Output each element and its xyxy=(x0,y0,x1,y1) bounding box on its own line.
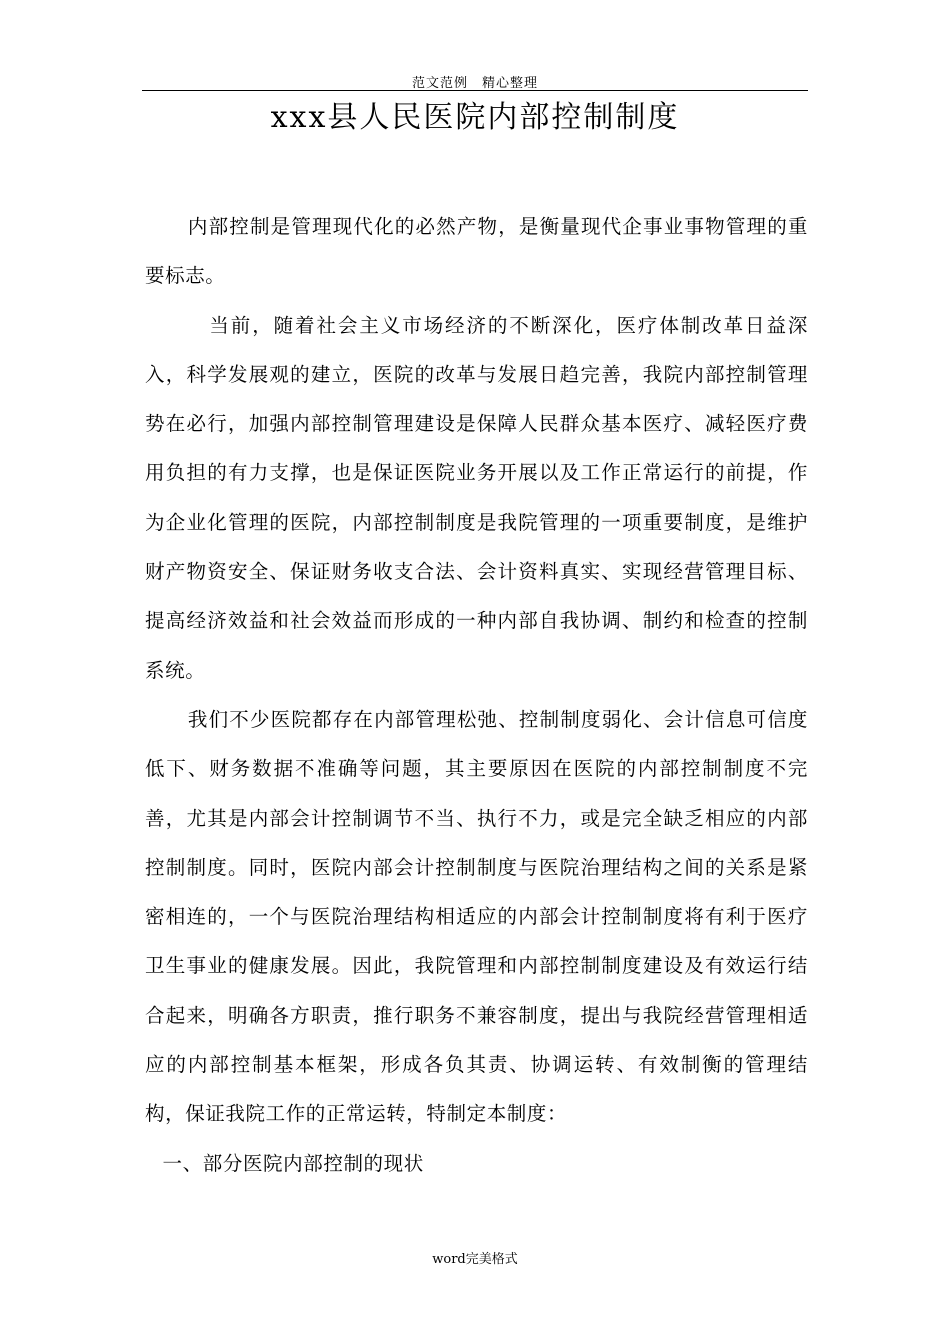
document-body xyxy=(145,202,808,1188)
paragraph-background: 当前，随着社会主义市场经济的不断深化，医疗体制改革日益深入，科学发展观的建立，医院的改革与发展日趋完善，我院内部控制管理势在必行，加强内部控制管理建设是保障人民群众基本医疗、减轻医疗费用负担的有力支撑，也是保证医院业务开展以及工作正常运行的前提，作为企业化管理的医院，内部控制制度是我院管理的一项重要制度，是维护财产物资安全、保证财务收支合法、会计资料真实、实现经营管理目标、提高经济效益和社会效益而形成的一种内部自我协调、制约和检查的控制系统。 xyxy=(145,313,808,682)
paragraph-problems: 我们不少医院都存在内部管理松弛、控制制度弱化、会计信息可信度低下、财务数据不准确等问题，其主要原因在医院的内部控制制度不完善，尤其是内部会计控制调节不当、执行不力，或是完全缺乏相应的内部控制制度。同时，医院内部会计控制制度与医院治理结构之间的关系是紧密相连的，一个与医院治理结构相适应的内部会计控制制度将有利于医疗卫生事业的健康发展。因此，我院管理和内部控制制度建设及有效运行结合起来，明确各方职责，推行职务不兼容制度，提出与我院经营管理相适应的内部控制基本框架，形成各负其责、协调运转、有效制衡的管理结构，保证我院工作的正常运转，特制定本制度： xyxy=(145,707,808,1126)
page-footer: word完美格式 xyxy=(432,1252,518,1267)
paragraph-intro: 内部控制是管理现代化的必然产物，是衡量现代企事业事物管理的重要标志。 xyxy=(145,215,808,288)
page-header: 范文范例 精心整理 xyxy=(411,76,538,91)
section-heading: 一、部分医院内部控制的现状 xyxy=(162,1151,424,1175)
document-title: xxx县人民医院内部控制制度 xyxy=(270,100,680,135)
header-divider xyxy=(142,90,808,91)
